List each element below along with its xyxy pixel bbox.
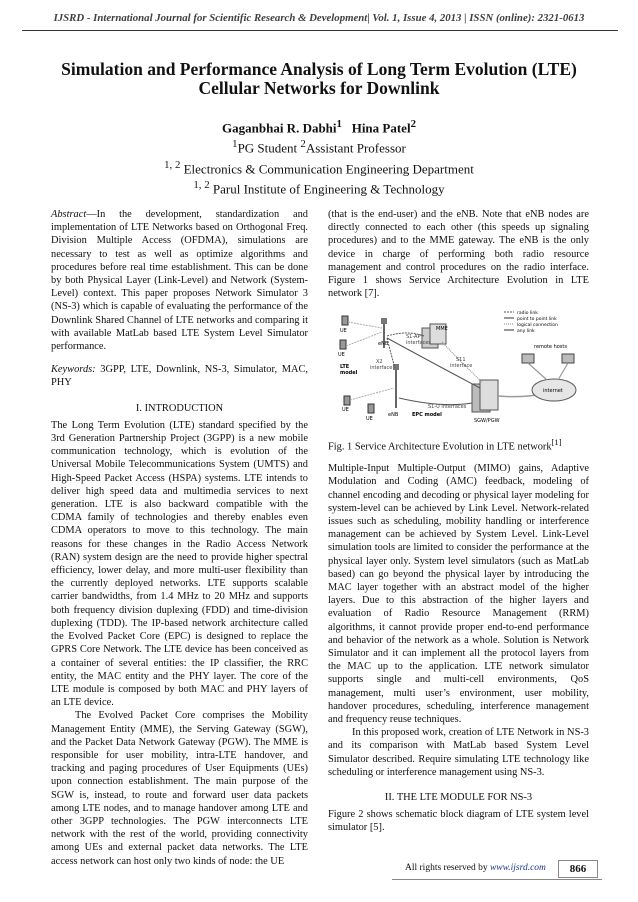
right-paragraph-3: In this proposed work, creation of LTE Network in NS-3 and its comparison with MatLab based System Level Simulator described. Require simulating LTE technology like scheduling or interference management using NS-3. — [328, 727, 589, 778]
intro-paragraph-1: The Long Term Evolution (LTE) standard specified by the 3rd Generation Partnership Project (3GPP) is a new mobile communication technology, which is evolution of the Universal Mobile Telecommunications System (UMTS) and High-Speed Packet Access (HSPA) systems. LTE intends to deliver high speed data and multimedia services to next generation. LTE is also backward compatible with the CDMA family of technologies and thereby enables even CDMA operators to move to this technology. The main reasons for these changes in the Radio Access Network (RAN) system design are the need to provide higher spectral efficiency, lower delay, and more multi-user flexibility than the currently deployed networks. LTE supports scalable carrier bandwidths, from 1.4 MHz to 20 MHz and supports both frequency division duplexing (FDD) and time-division duplexing (TDD). The IP-based network architecture called the Evolved Packet Core (EPC) is designed to replace the GPRS Core Network. The LTE device has been conceived as a container of several entities: the IP classifier, the RRC entity, the MAC entity and the PHY layer. The core of the LTE module is composed by both MAC and PHY layers of an LTE device. — [51, 419, 308, 709]
department — [0, 157, 638, 177]
figure-1 — [332, 308, 590, 430]
footer-rights — [405, 863, 546, 873]
x2-label: X2 — [376, 359, 383, 366]
footer-url-link[interactable]: www.ijsrd.com — [489, 863, 546, 873]
left-column — [51, 208, 308, 868]
footer-rights-text: All rights reserved by — [405, 863, 490, 873]
figure-1-caption — [328, 436, 589, 454]
footer-rule — [392, 879, 602, 880]
author-roles — [0, 136, 638, 156]
institute — [0, 177, 638, 197]
lte-model-label-1: LTE — [340, 364, 350, 371]
s1u-label: S1-U interfaces — [428, 404, 467, 411]
institute-text: Parul Institute of Engineering & Technology — [212, 181, 445, 197]
title-line-1: Simulation and Performance Analysis of Long Term Evolution (LTE) — [61, 59, 577, 79]
section-2-heading: II. THE LTE MODULE FOR NS-3 — [384, 791, 533, 803]
s1ap-label: S1-AP — [406, 334, 421, 341]
legend-logical: logical connection — [517, 323, 558, 329]
author-names — [0, 116, 638, 136]
s11-label-2: interface — [450, 363, 473, 370]
mme-label: MME — [436, 326, 448, 333]
enb-tower-icon — [381, 318, 399, 408]
abstract-text: —In the development, standardization and implementation of LTE Networks based on Orthogonal Freq. Division Multiple Access (OFDMA), simulations are necessary to test as well as optimize algorithms and procedures before real time establishment. This can be done by both Physical Layer (Link-Level) and Network (System-Level) context. This paper proposes Network Simulator 3 (NS-3) which is capable of evaluating the performance of the Downlink Shared Channel of LTE networks and comparing it with available MatLab based LTE System Level Simulator performance. — [51, 209, 308, 353]
remote-hosts-label: remote hosts — [534, 344, 567, 351]
epc-model-label: EPC model — [412, 412, 442, 419]
header-rule — [22, 30, 618, 31]
right-column — [328, 208, 589, 835]
lte-model-label-2: model — [340, 370, 358, 377]
title-line-2: Cellular Networks for Downlink — [198, 78, 440, 98]
right-paragraph-4: Figure 2 shows schematic block diagram of LTE system level simulator [5]. — [328, 809, 589, 834]
abstract-label: Abstract — [51, 209, 87, 220]
role-1: PG Student — [237, 140, 298, 156]
ue-label-4: UE — [366, 416, 373, 423]
x2-label-2: interface — [370, 365, 393, 372]
architecture-diagram — [332, 308, 590, 430]
dept-sup: 1, 2 — [164, 158, 181, 171]
right-paragraph-1: (that is the end-user) and the eNB. Note that eNB nodes are directly connected to each other (this speeds up signaling procedures) and to the MME gateway. The eNB is the only device in charge of performing both radio resource management and control procedures on the radio interface. Figure 1 shows Service Architecture Evolution in LTE network [7]. — [328, 209, 589, 300]
role-2-sup: 2 — [300, 138, 306, 151]
s1ap-label-2: interfaces — [406, 340, 431, 347]
right-paragraph-2: Multiple-Input Multiple-Output (MIMO) gains, Adaptive Modulation and Coding (AMC) feedback, modeling of channel encoding and decoding or physical layer modeling for system-level can be achieved by Link Level. Network-related issues such as scheduling, mobility handling or interference management can be achieved by System Level. Link-Level simulation tools are limited to consider the performance at the physical layer only. System level simulators (such as MatLab based) can go beyond the physical layer by introducing the MAC layer together with an abstract model of the higher layers. Due to this abstraction of the higher layers and evaluation of Radio Resource Management (RRM) algorithms, it cannot provide proper end-to-end performance and behavior of the network as a whole. Solution is Network Simulator and it can implement all the protocol layers from the MAC up to the application. LTE network simulator supports single and multi-cell environments, QoS management, multi user’s environment, user mobility, handover procedures, scheduling, interference management and frequency reuse techniques. — [328, 463, 589, 725]
legend-radio: radio link — [517, 311, 538, 317]
legend-p2p: point to point link — [517, 317, 557, 323]
internet-label: internet — [543, 388, 563, 395]
legend-any: any link — [517, 329, 535, 335]
remote-host-icon — [522, 354, 574, 380]
role-1-sup: 1 — [232, 138, 238, 151]
caption-text: Fig. 1 Service Architecture Evolution in LTE network — [328, 441, 552, 453]
legend — [504, 310, 558, 334]
journal-header: IJSRD - International Journal for Scientific Research & Development| Vol. 1, Issue 4, 2013 | ISSN (online): 2321-0613 — [53, 12, 585, 24]
inst-sup: 1, 2 — [193, 178, 210, 191]
section-1-heading: I. INTRODUCTION — [135, 402, 224, 414]
ue-label-2: UE — [338, 352, 345, 359]
keywords — [51, 363, 308, 389]
department-text: Electronics & Communication Engineering Department — [183, 160, 474, 176]
s11-label: S11 — [456, 357, 466, 364]
authors-block — [0, 116, 638, 197]
sgw-label: SGW/PGW — [474, 418, 500, 425]
enb-label-bottom: eNB — [388, 412, 399, 419]
page-number: 866 — [558, 860, 598, 878]
keywords-text: 3GPP, LTE, Downlink, NS-3, Simulator, MAC, PHY — [51, 364, 308, 389]
ue-label-3: UE — [342, 407, 349, 414]
role-2: Assistant Professor — [305, 140, 406, 156]
author-1: Gaganbhai R. Dabhi — [222, 120, 337, 136]
sgw-server-icon — [472, 380, 498, 412]
ue-label-1: UE — [340, 328, 347, 335]
keywords-label: Keywords: — [51, 364, 96, 376]
paper-title — [30, 60, 608, 98]
author-2: Hina Patel — [351, 120, 411, 136]
enb-label-top: eNB — [378, 341, 389, 348]
author-2-sup: 2 — [410, 118, 416, 130]
intro-paragraph-2: The Evolved Packet Core comprises the Mobility Management Entity (MME), the Serving Gateway (SGW), and the Packet Data Network Gateway (PGW). The MME is responsible for user mobility, intra-LTE handover, and tracking and paging procedures of User Equipments (UEs) upon connection establishment. The main purpose of the SGW is, instead, to route and forward user data packets among LTE nodes, and to manage handover among LTE and other 3GPP technologies. The PGW interconnects LTE network with the rest of the world, providing connectivity among UEs and external packet data networks. The LTE access network can host only two kinds of node: the UE — [51, 710, 308, 867]
caption-ref: [1] — [551, 437, 562, 448]
author-1-sup: 1 — [336, 118, 342, 130]
abstract — [51, 208, 308, 353]
